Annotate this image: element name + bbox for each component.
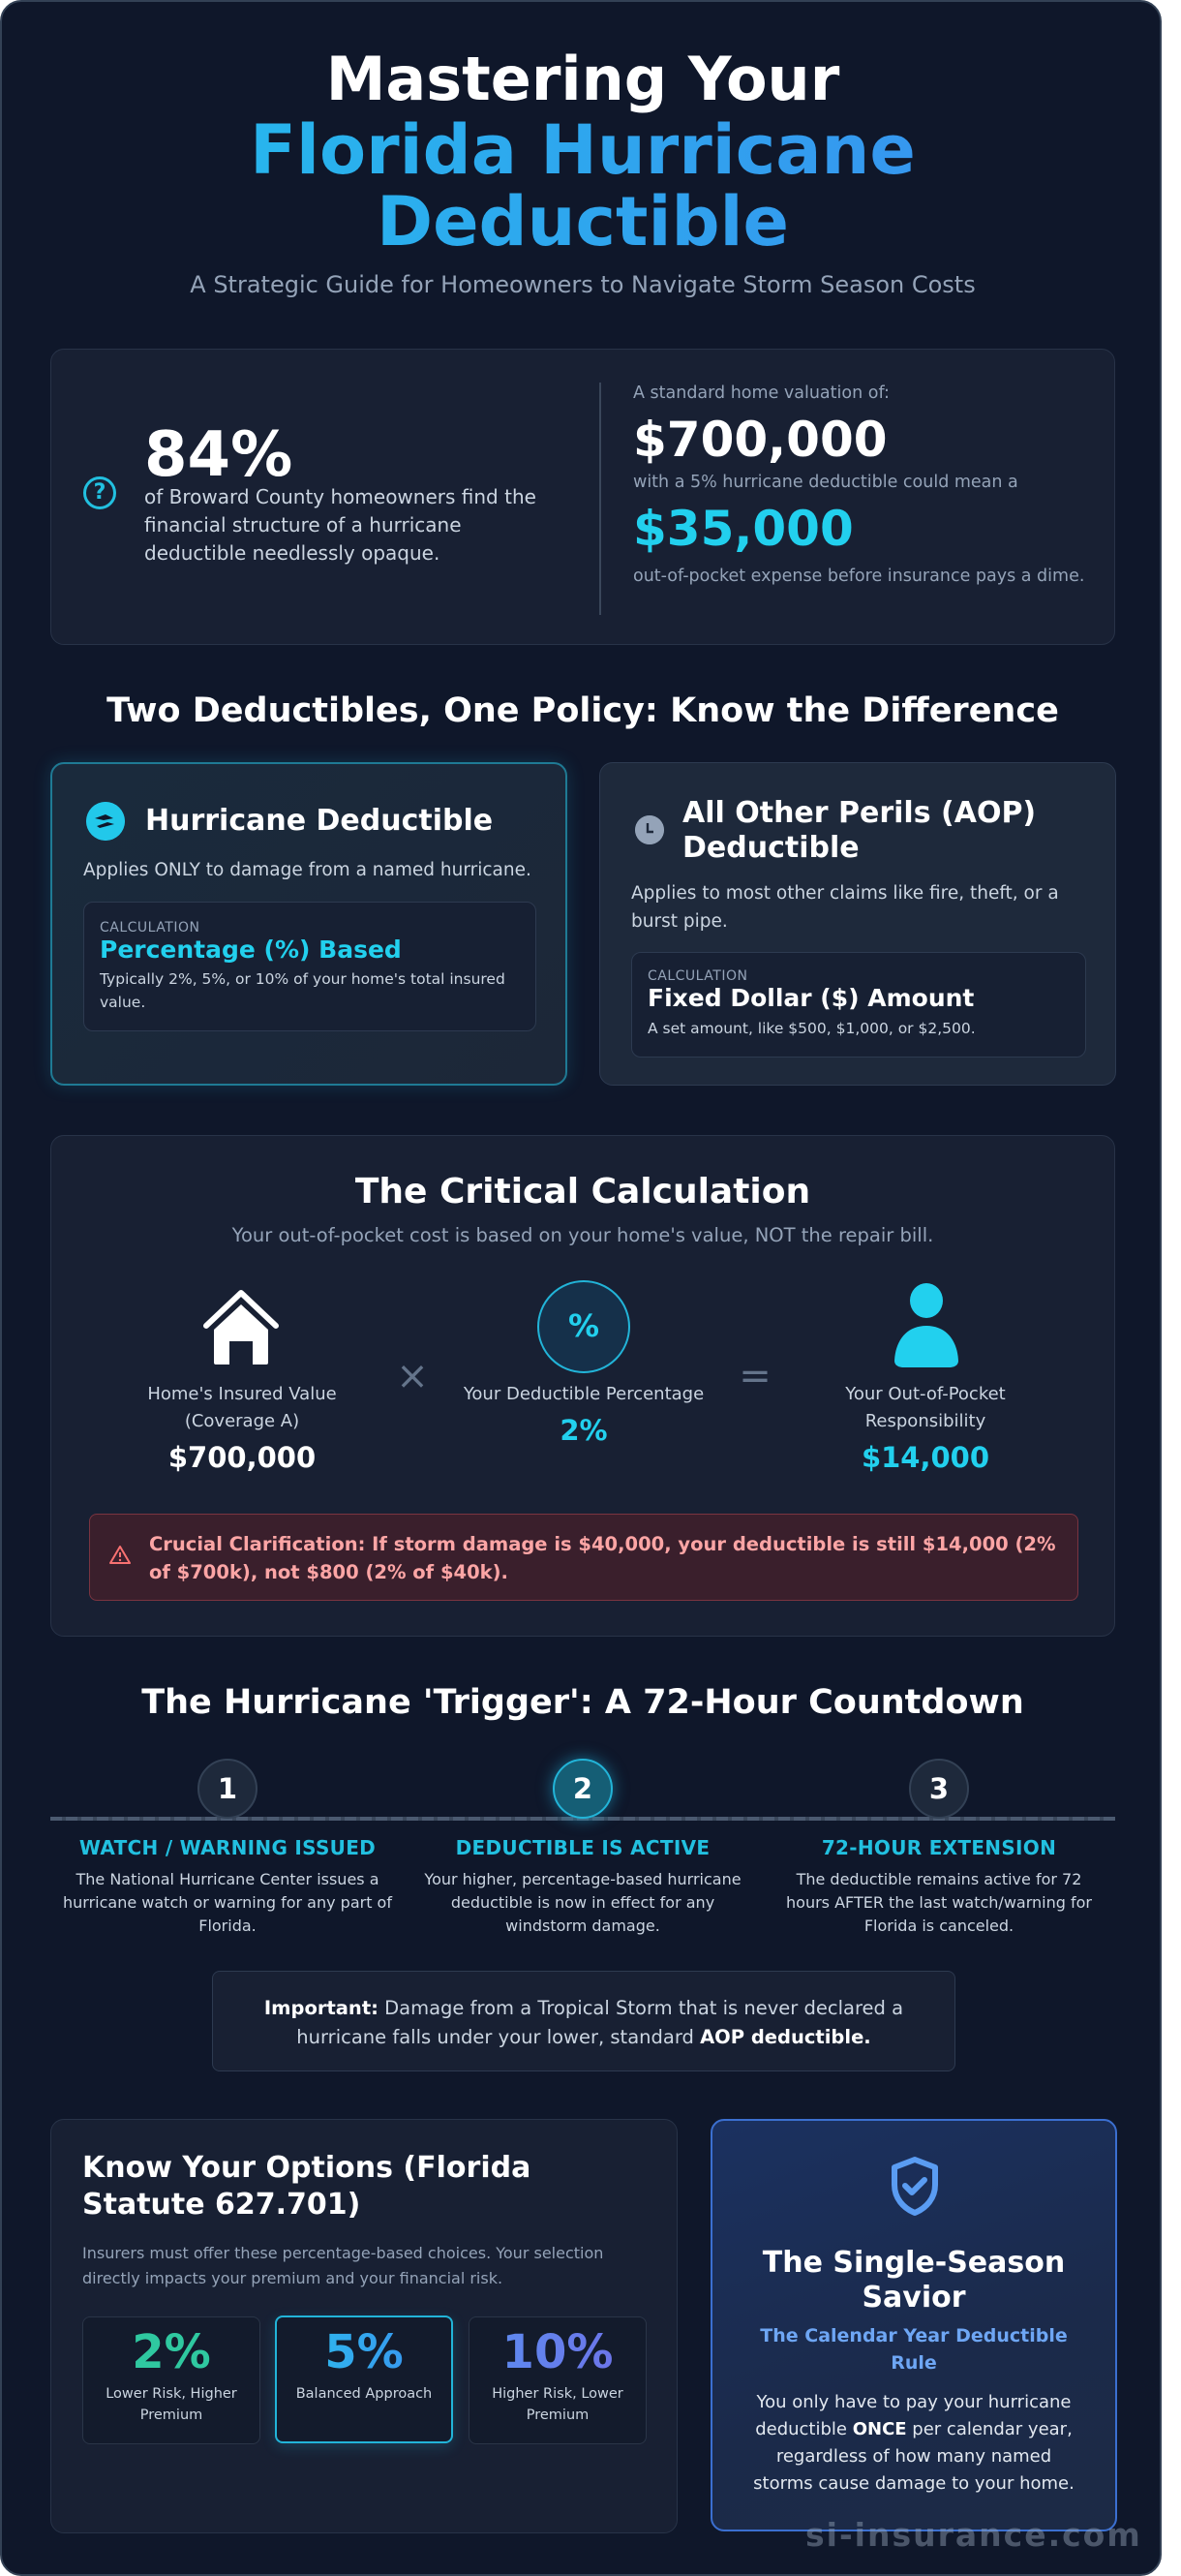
option-percent: 2%: [132, 2325, 211, 2379]
option-percent: 5%: [277, 2325, 451, 2379]
deductible-amount: $35,000: [633, 501, 854, 557]
crucial-clarification-text: Crucial Clarification: If storm damage is $40,000, your deductible is still $14,000 (2% of $700k), not $800 (2% of $40k).: [149, 1533, 1056, 1583]
aop-calc-desc: A set amount, like $500, $1,000, or $2,500.: [648, 1020, 976, 1037]
step-1-title: WATCH / WARNING ISSUED: [78, 1836, 377, 1859]
option-label: Higher Risk, Lower Premium: [492, 2386, 623, 2423]
clock-icon: [635, 815, 664, 844]
stat-percentage: 84%: [144, 419, 293, 491]
important-body: Damage from a Tropical Storm that is never declared a hurricane falls under your lower, standard: [296, 1997, 904, 2048]
section-heading-deductibles: Two Deductibles, One Policy: Know the Difference: [106, 691, 1059, 730]
step-1-badge: 1: [197, 1759, 257, 1819]
hero-title-line1: Mastering Your: [325, 44, 840, 114]
step-2-title: DEDUCTIBLE IS ACTIVE: [455, 1836, 711, 1859]
calculation-subtitle: Your out-of-pocket cost is based on your home's value, NOT the repair bill.: [231, 1224, 934, 1246]
hurricane-calc-label: CALCULATION: [100, 920, 200, 935]
calc-item-value: $700,000: [167, 1441, 317, 1474]
watermark: si-insurance.com: [805, 2516, 1142, 2554]
step-2-desc: Your higher, percentage-based hurricane deductible is now in effect for any windstorm damage.: [424, 1870, 742, 1935]
hero-subtitle: A Strategic Guide for Homeowners to Navigate Storm Season Costs: [190, 271, 976, 298]
hurricane-card-text: Applies ONLY to damage from a named hurricane.: [83, 860, 531, 880]
hero-title-line2: Florida Hurricane: [250, 110, 916, 190]
stats-divider: [599, 383, 601, 615]
important-bold-end: AOP deductible.: [700, 2026, 871, 2048]
out-of-pocket-text: out-of-pocket expense before insurance pays a dime.: [633, 567, 1085, 586]
aop-card-title: All Other Perils (AOP) Deductible: [682, 796, 1037, 865]
section-heading-trigger: The Hurricane 'Trigger': A 72-Hour Countdown: [141, 1683, 1024, 1722]
house-icon: [200, 1287, 282, 1366]
question-circle-icon: ?: [83, 476, 116, 509]
aop-card-text: Applies to most other claims like fire, theft, or a burst pipe.: [631, 883, 1059, 932]
calc-item-value: 2%: [560, 1414, 608, 1447]
option-2-percent[interactable]: [82, 2316, 260, 2444]
option-10-percent[interactable]: [469, 2316, 647, 2444]
step-1-desc: The National Hurricane Center issues a hurricane watch or warning for any part of Florida.: [63, 1870, 392, 1935]
calc-item-out-of-pocket: [800, 1381, 1051, 1474]
savior-description: [711, 2389, 1117, 2498]
option-label: Lower Risk, Higher Premium: [106, 2386, 237, 2423]
savior-desc-bold: ONCE: [852, 2419, 907, 2439]
options-description: Insurers must offer these percentage-based choices. Your selection directly impacts your premium and your financial risk.: [82, 2244, 604, 2287]
calc-item-value: $14,000: [861, 1441, 990, 1474]
percent-icon: %: [537, 1280, 630, 1373]
calc-item-label: Home's Insured Value (Coverage A): [147, 1384, 337, 1431]
person-icon: [893, 1283, 960, 1368]
equals-operator: =: [739, 1354, 772, 1398]
calc-item-home-value: [116, 1381, 368, 1474]
step-2-badge: 2: [553, 1759, 613, 1819]
calc-item-label: Your Out-of-Pocket Responsibility: [845, 1384, 1006, 1431]
savior-desc-post: per calendar year, regardless of how many named storms cause damage to your home.: [753, 2419, 1075, 2494]
step-3-badge: 3: [909, 1759, 969, 1819]
options-title: Know Your Options (Florida Statute 627.701): [82, 2151, 531, 2222]
important-label: Important:: [263, 1997, 379, 2019]
option-label: Balanced Approach: [295, 2386, 433, 2402]
savior-desc-pre: You only have to pay your hurricane deductible: [755, 2392, 1072, 2439]
savior-subtitle: The Calendar Year Deductible Rule: [760, 2325, 1068, 2374]
hurricane-calc-value: Percentage (%) Based: [100, 935, 402, 964]
shield-check-icon: [883, 2154, 947, 2218]
hero-title-highlight: [2, 110, 1162, 261]
option-percent: 10%: [469, 2325, 646, 2379]
stat-description: of Broward County homeowners find the financial structure of a hurricane deductible needlessly opaque.: [144, 485, 536, 565]
step-3-desc: The deductible remains active for 72 hours AFTER the last watch/warning for Florida is canceled.: [786, 1870, 1092, 1935]
calculation-title: The Critical Calculation: [354, 1172, 811, 1211]
deductible-context-text: with a 5% hurricane deductible could mean a: [633, 473, 1018, 492]
hurricane-card-title: Hurricane Deductible: [145, 804, 494, 838]
option-5-percent[interactable]: [275, 2315, 453, 2443]
hurricane-icon: [86, 802, 125, 841]
aop-calc-value: Fixed Dollar ($) Amount: [648, 984, 975, 1012]
multiply-operator: ×: [396, 1354, 429, 1398]
aop-calc-label: CALCULATION: [648, 968, 748, 984]
step-3-title: 72-HOUR EXTENSION: [821, 1836, 1057, 1859]
hurricane-calc-desc: Typically 2%, 5%, or 10% of your home's total insured value.: [100, 970, 505, 1011]
home-value: $700,000: [633, 412, 888, 468]
warning-triangle-icon: [108, 1544, 132, 1567]
important-note-text: [234, 1994, 933, 2052]
calc-item-deductible-percentage: [458, 1381, 710, 1447]
calc-item-label: Your Deductible Percentage: [463, 1384, 705, 1404]
savior-title: The Single-Season Savior: [762, 2246, 1066, 2315]
home-valuation-label: A standard home valuation of:: [633, 383, 890, 403]
hero-title-line3: Deductible: [376, 182, 790, 261]
